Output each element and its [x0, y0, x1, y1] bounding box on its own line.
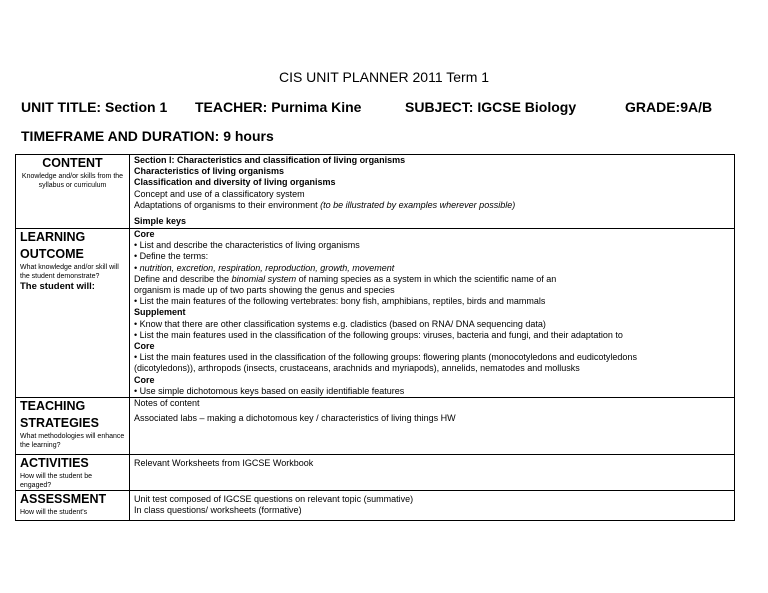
- outcome-line: Core: [134, 229, 155, 239]
- outcome-text: Define and describe the: [134, 273, 232, 284]
- activities-line: Relevant Worksheets from IGCSE Workbook: [134, 458, 314, 469]
- content-italic-text: (to be illustrated by examples wherever possible): [320, 199, 516, 210]
- activities-cell: [130, 455, 735, 491]
- activities-sub: How will the student be engaged?: [20, 473, 92, 490]
- teaching-line: Notes of content: [134, 398, 200, 409]
- assessment-sub: How will the student's: [20, 509, 88, 517]
- content-line: [134, 200, 730, 211]
- outcome-text: of naming species as a system in which the scientific name of an: [296, 273, 557, 284]
- content-line: Characteristics of living organisms: [134, 166, 285, 177]
- teaching-strategies-row: [16, 398, 735, 455]
- outcome-label: OUTCOME: [20, 247, 84, 261]
- outcome-italic-text: binomial system: [231, 273, 297, 284]
- subject: SUBJECT: IGCSE Biology: [405, 99, 577, 115]
- content-cell: [130, 155, 735, 229]
- activities-label-cell: [16, 455, 130, 491]
- content-label: CONTENT: [42, 156, 103, 170]
- outcome-line: Supplement: [134, 307, 186, 318]
- content-line: Concept and use of a classificatory system: [134, 188, 305, 199]
- student-will-label: The student will:: [20, 281, 95, 292]
- teaching-label: TEACHING: [20, 399, 86, 414]
- strategies-label: STRATEGIES: [20, 416, 99, 431]
- outcome-line: Core: [134, 341, 155, 352]
- outcome-line: • List the main features of the following vertebrates: bony fish, amphibians, reptiles, birds and mammals: [134, 296, 546, 307]
- activities-label: ACTIVITIES: [20, 456, 89, 471]
- assessment-cell: [130, 491, 735, 521]
- outcome-line: [134, 274, 730, 285]
- unit-title: UNIT TITLE: Section 1: [21, 99, 168, 115]
- teaching-cell: [130, 398, 735, 455]
- content-row: [16, 155, 735, 229]
- teaching-label-cell: [16, 398, 130, 455]
- content-sub: Knowledge and/or skills from the syllabus or curriculum: [21, 173, 124, 189]
- content-label-cell: [16, 155, 130, 229]
- grade: GRADE:9A/B: [625, 99, 713, 115]
- planner-title: CIS UNIT PLANNER 2011 Term 1: [278, 69, 490, 85]
- outcome-line: • Use simple dichotomous keys based on easily identifiable features: [134, 385, 405, 396]
- outcome-line: • Define the terms:: [134, 251, 209, 262]
- assessment-line: Unit test composed of IGCSE questions on relevant topic (summative): [134, 494, 414, 505]
- content-line: Simple keys: [134, 216, 187, 227]
- outcome-line: • nutrition, excretion, respiration, reproduction, growth, movement: [134, 262, 395, 273]
- assessment-line: In class questions/ worksheets (formative): [134, 505, 302, 516]
- outcome-line: Core: [134, 374, 155, 385]
- assessment-label: ASSESSMENT: [20, 492, 107, 507]
- teaching-line: Associated labs – making a dichotomous key / characteristics of living things HW: [134, 413, 456, 424]
- outcome-line: (dicotyledons)), arthropods (insects, crustaceans, arachnids and myriapods), annelids, nematodes and mollusks: [134, 363, 580, 374]
- outcome-line: • Know that there are other classification systems e.g. cladistics (based on RNA/ DNA sequencing data): [134, 318, 546, 329]
- content-text: Adaptations of organisms to their environment: [134, 199, 321, 210]
- teaching-sub: What methodologies will enhance the learning?: [20, 433, 125, 450]
- outcome-line: • List the main features used in the classification of the following groups: flowering plants (monocotyledons and eudicotyledons: [134, 352, 637, 363]
- learning-sub: What knowledge and/or skill will the student demonstrate?: [20, 264, 119, 280]
- assessment-label-cell: [16, 491, 130, 521]
- timeframe-duration: TIMEFRAME AND DURATION: 9 hours: [21, 128, 274, 144]
- content-line: Section I: Characteristics and classification of living organisms: [134, 155, 406, 165]
- learning-cell: [130, 229, 735, 398]
- outcome-line: • List and describe the characteristics of living organisms: [134, 240, 360, 251]
- learning-label: LEARNING: [20, 230, 86, 244]
- teacher-name: TEACHER: Purnima Kine: [195, 99, 362, 115]
- learning-label-cell: [16, 229, 130, 398]
- content-line: Classification and diversity of living organisms: [134, 177, 336, 188]
- assessment-row: [16, 491, 735, 521]
- outcome-line: • List the main features used in the classification of the following groups: viruses, bacteria and fungi, and their adaptation to: [134, 329, 623, 340]
- activities-row: [16, 455, 735, 491]
- learning-outcome-row: [16, 229, 735, 398]
- outcome-line: organism is made up of two parts showing the genus and species: [134, 285, 395, 296]
- planner-table: [15, 154, 735, 521]
